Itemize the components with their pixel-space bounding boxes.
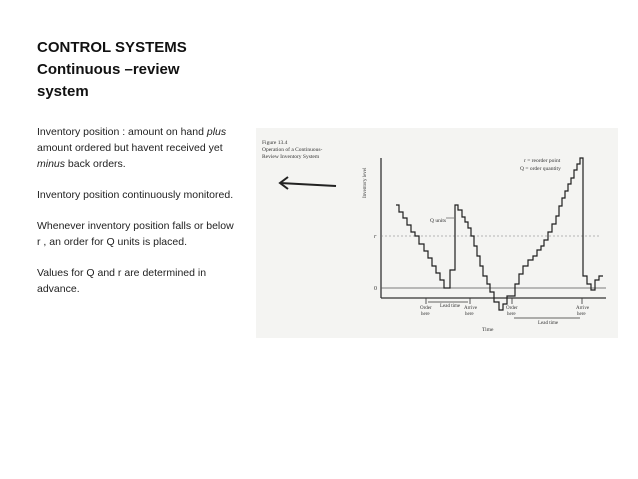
title-line-1: CONTROL SYSTEMS bbox=[37, 39, 187, 56]
figure-continuous-review bbox=[256, 128, 618, 338]
figure-caption-line: Review Inventory System bbox=[262, 154, 320, 160]
annotation-lead-time-1 bbox=[428, 302, 468, 309]
q-units-label: Q units bbox=[430, 218, 447, 224]
figure-caption-line: Operation of a Continuous- bbox=[262, 147, 323, 153]
text-run-italic: minus bbox=[37, 158, 66, 170]
zero-label: 0 bbox=[374, 286, 377, 292]
slide-title bbox=[37, 37, 237, 103]
annotation-order-2 bbox=[506, 298, 518, 317]
paragraph-reorder bbox=[37, 218, 237, 250]
text-run: Inventory position continuously monitored. bbox=[37, 189, 234, 201]
paragraph-monitored bbox=[37, 187, 237, 203]
title-line-2: Continuous –review bbox=[37, 61, 180, 78]
figure-caption-line: Figure 13.4 bbox=[262, 140, 288, 146]
text-run: Whenever inventory position falls or below r , an order for Q units is placed. bbox=[37, 220, 234, 248]
inventory-level-line bbox=[396, 158, 603, 310]
legend-order-quantity: Q = order quantity bbox=[520, 166, 561, 172]
svg-text:here: here bbox=[465, 312, 474, 317]
svg-text:Lead time: Lead time bbox=[538, 321, 559, 326]
paragraph-values bbox=[37, 265, 237, 297]
svg-text:here: here bbox=[421, 312, 430, 317]
text-run: Values for Q and r are determined in advance. bbox=[37, 267, 207, 295]
annotation-arrive-1 bbox=[464, 298, 478, 317]
svg-text:Arrive: Arrive bbox=[464, 306, 478, 311]
text-run: amount ordered but havent received yet bbox=[37, 142, 223, 154]
r-label: r bbox=[374, 234, 377, 240]
y-axis-label: Inventory level bbox=[363, 167, 368, 198]
title-line-3: system bbox=[37, 83, 89, 100]
slide-body bbox=[37, 124, 237, 312]
svg-text:here: here bbox=[507, 312, 516, 317]
text-run: Inventory position : amount on hand bbox=[37, 126, 207, 138]
svg-text:Lead time: Lead time bbox=[440, 304, 461, 309]
svg-text:Order: Order bbox=[420, 306, 432, 311]
annotation-order-1 bbox=[420, 298, 432, 317]
figure-svg bbox=[256, 128, 618, 338]
svg-text:Arrive: Arrive bbox=[576, 306, 590, 311]
pointer-arrow bbox=[280, 177, 336, 189]
annotation-arrive-2 bbox=[576, 298, 590, 317]
annotation-lead-time-2 bbox=[514, 318, 580, 326]
paragraph-inventory-position bbox=[37, 124, 237, 172]
legend-reorder-point: r = reorder point bbox=[524, 158, 561, 164]
text-run: back orders. bbox=[65, 158, 126, 170]
x-axis-label: Time bbox=[482, 327, 494, 333]
svg-text:here: here bbox=[577, 312, 586, 317]
text-run-italic: plus bbox=[206, 126, 227, 138]
svg-text:Order: Order bbox=[506, 306, 518, 311]
